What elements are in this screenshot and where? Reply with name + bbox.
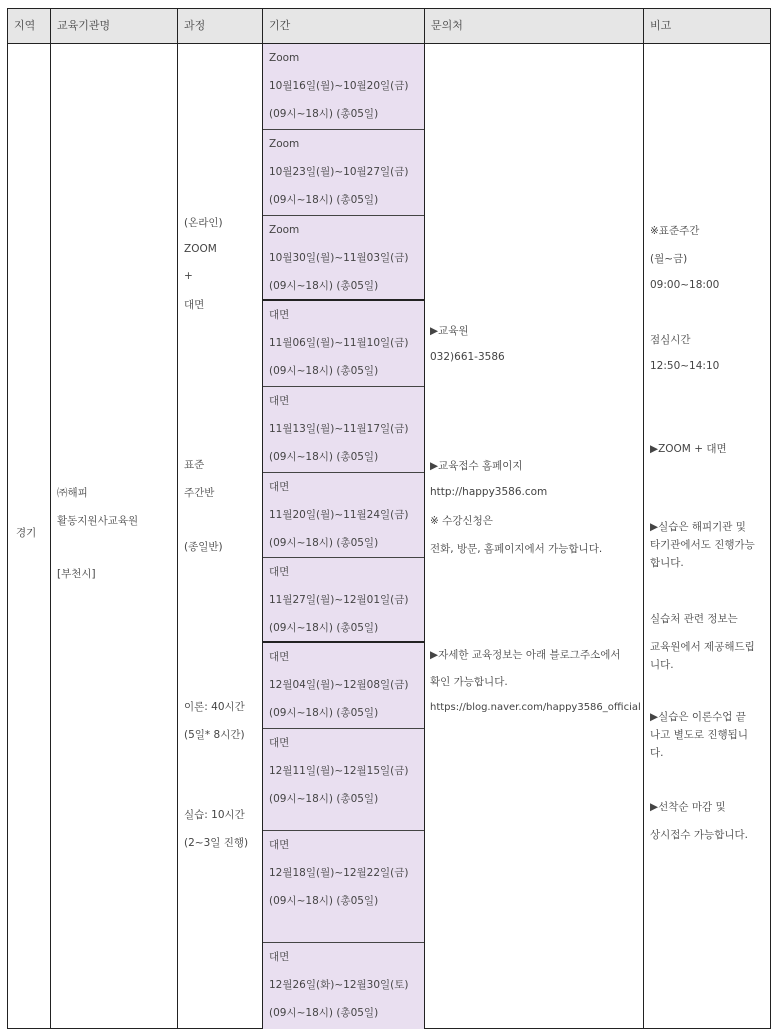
column-divider bbox=[262, 9, 263, 1028]
session-dates: 11월20일(월)~11월24일(금) bbox=[269, 509, 409, 521]
session-dates: 12월18일(월)~12월22일(금) bbox=[269, 867, 409, 879]
column-divider bbox=[177, 9, 178, 1028]
row-divider bbox=[263, 557, 424, 558]
session-cell bbox=[263, 558, 424, 641]
remark-standard-title: ※표준주간 bbox=[650, 225, 700, 237]
contact-blog-url[interactable]: https://blog.naver.com/happy3586_official bbox=[430, 702, 641, 713]
session-dates: 11월27일(월)~12월01일(금) bbox=[269, 594, 409, 606]
session-time: (09시~18시) (총05일) bbox=[269, 707, 379, 719]
session-dates: 12월26일(화)~12월30일(토) bbox=[269, 979, 409, 991]
session-mode: 대면 bbox=[269, 309, 290, 321]
session-time: (09시~18시) (총05일) bbox=[269, 365, 379, 377]
row-divider bbox=[263, 386, 424, 387]
institution-name: 활동지원사교육원 bbox=[57, 515, 139, 527]
contact-blog-note: 확인 가능합니다. bbox=[430, 676, 508, 688]
header-course: 과정 bbox=[178, 9, 262, 43]
session-mode: 대면 bbox=[269, 651, 290, 663]
session-cell bbox=[263, 473, 424, 557]
remark-lunch-title: 점심시간 bbox=[650, 334, 691, 346]
row-divider bbox=[263, 641, 424, 643]
session-cell bbox=[263, 943, 424, 1029]
session-time: (09시~18시) (총05일) bbox=[269, 537, 379, 549]
contact-office-label: ▶교육원 bbox=[430, 325, 469, 337]
remark-site: 니다. bbox=[650, 659, 674, 671]
institution-city: [부천시] bbox=[57, 568, 96, 580]
session-time: (09시~18시) (총05일) bbox=[269, 451, 379, 463]
course-hours: (5일* 8시간) bbox=[184, 729, 245, 741]
session-time: (09시~18시) (총05일) bbox=[269, 622, 379, 634]
session-cell bbox=[263, 44, 424, 129]
remark-site: 교육원에서 제공해드립 bbox=[650, 641, 755, 653]
course-format: + bbox=[184, 270, 193, 282]
session-mode: Zoom bbox=[269, 138, 300, 150]
course-format: ZOOM bbox=[184, 243, 217, 255]
session-cell bbox=[263, 387, 424, 472]
column-divider bbox=[50, 9, 51, 1028]
contact-phone: 032)661-3586 bbox=[430, 351, 505, 363]
session-time: (09시~18시) (총05일) bbox=[269, 895, 379, 907]
contact-web-label: ▶교육접수 홈페이지 bbox=[430, 460, 523, 472]
remark-mode: ▶ZOOM + 대면 bbox=[650, 443, 727, 455]
session-dates: 11월13일(월)~11월17일(금) bbox=[269, 423, 409, 435]
session-mode: Zoom bbox=[269, 224, 300, 236]
remark-standard-time: 09:00~18:00 bbox=[650, 279, 720, 291]
remark-practice: 타기관에서도 진행가능 bbox=[650, 539, 755, 551]
row-divider bbox=[263, 472, 424, 473]
course-hours: 이론: 40시간 bbox=[184, 701, 245, 713]
header-divider bbox=[8, 43, 770, 44]
contact-blog-note: ▶자세한 교육정보는 아래 블로그주소에서 bbox=[430, 649, 621, 661]
course-format: (온라인) bbox=[184, 217, 223, 229]
header-region: 지역 bbox=[8, 9, 50, 43]
row-divider bbox=[263, 830, 424, 831]
contact-apply-note: ※ 수강신청은 bbox=[430, 515, 493, 527]
row-divider bbox=[263, 728, 424, 729]
session-cell bbox=[263, 729, 424, 830]
session-mode: 대면 bbox=[269, 737, 290, 749]
session-mode: 대면 bbox=[269, 566, 290, 578]
course-type: 주간반 bbox=[184, 487, 215, 499]
session-mode: Zoom bbox=[269, 52, 300, 64]
contact-web-url[interactable]: http://happy3586.com bbox=[430, 486, 548, 498]
contact-apply-methods: 전화, 방문, 홈페이지에서 가능합니다. bbox=[430, 543, 603, 555]
session-dates: 10월30일(월)~11월03일(금) bbox=[269, 252, 409, 264]
session-dates: 12월04일(월)~12월08일(금) bbox=[269, 679, 409, 691]
session-cell bbox=[263, 301, 424, 386]
session-mode: 대면 bbox=[269, 395, 290, 407]
session-mode: 대면 bbox=[269, 481, 290, 493]
row-divider bbox=[263, 299, 424, 301]
remark-lunch-time: 12:50~14:10 bbox=[650, 360, 720, 372]
institution-company: ㈜해피 bbox=[57, 487, 88, 499]
session-time: (09시~18시) (총05일) bbox=[269, 108, 379, 120]
region-cell: 경기 bbox=[16, 527, 37, 539]
schedule-table bbox=[7, 8, 771, 1029]
remark-standard-days: (월~금) bbox=[650, 253, 688, 265]
course-hours: 실습: 10시간 bbox=[184, 809, 245, 821]
remark-first-come: ▶선착순 마감 및 bbox=[650, 801, 726, 813]
session-time: (09시~18시) (총05일) bbox=[269, 194, 379, 206]
remark-practice: 합니다. bbox=[650, 557, 684, 569]
session-cell bbox=[263, 130, 424, 215]
column-divider bbox=[424, 9, 425, 1028]
row-divider bbox=[263, 942, 424, 943]
remark-after: 나고 별도로 진행됩니 bbox=[650, 729, 748, 741]
session-dates: 10월23일(월)~10월27일(금) bbox=[269, 166, 409, 178]
course-format: 대면 bbox=[184, 299, 205, 311]
session-cell bbox=[263, 831, 424, 942]
remark-first-come: 상시접수 가능합니다. bbox=[650, 829, 748, 841]
header-period: 기간 bbox=[263, 9, 424, 43]
session-time: (09시~18시) (총05일) bbox=[269, 1007, 379, 1019]
session-dates: 10월16일(월)~10월20일(금) bbox=[269, 80, 409, 92]
header-contact: 문의처 bbox=[425, 9, 643, 43]
remark-site: 실습처 관련 정보는 bbox=[650, 613, 738, 625]
row-divider bbox=[263, 215, 424, 216]
session-dates: 12월11일(월)~12월15일(금) bbox=[269, 765, 409, 777]
remark-after: 다. bbox=[650, 747, 664, 759]
session-time: (09시~18시) (총05일) bbox=[269, 280, 379, 292]
remark-after: ▶실습은 이론수업 끝 bbox=[650, 711, 746, 723]
remark-practice: ▶실습은 해피기관 및 bbox=[650, 521, 746, 533]
session-cell bbox=[263, 643, 424, 728]
header-institution: 교육기관명 bbox=[51, 9, 177, 43]
row-divider bbox=[263, 129, 424, 130]
session-mode: 대면 bbox=[269, 839, 290, 851]
course-type: (종일반) bbox=[184, 541, 223, 553]
course-type: 표준 bbox=[184, 459, 205, 471]
course-hours: (2~3일 진행) bbox=[184, 837, 249, 849]
header-remarks: 비고 bbox=[644, 9, 770, 43]
session-cell bbox=[263, 216, 424, 299]
session-dates: 11월06일(월)~11월10일(금) bbox=[269, 337, 409, 349]
session-time: (09시~18시) (총05일) bbox=[269, 793, 379, 805]
column-divider bbox=[643, 9, 644, 1028]
session-mode: 대면 bbox=[269, 951, 290, 963]
